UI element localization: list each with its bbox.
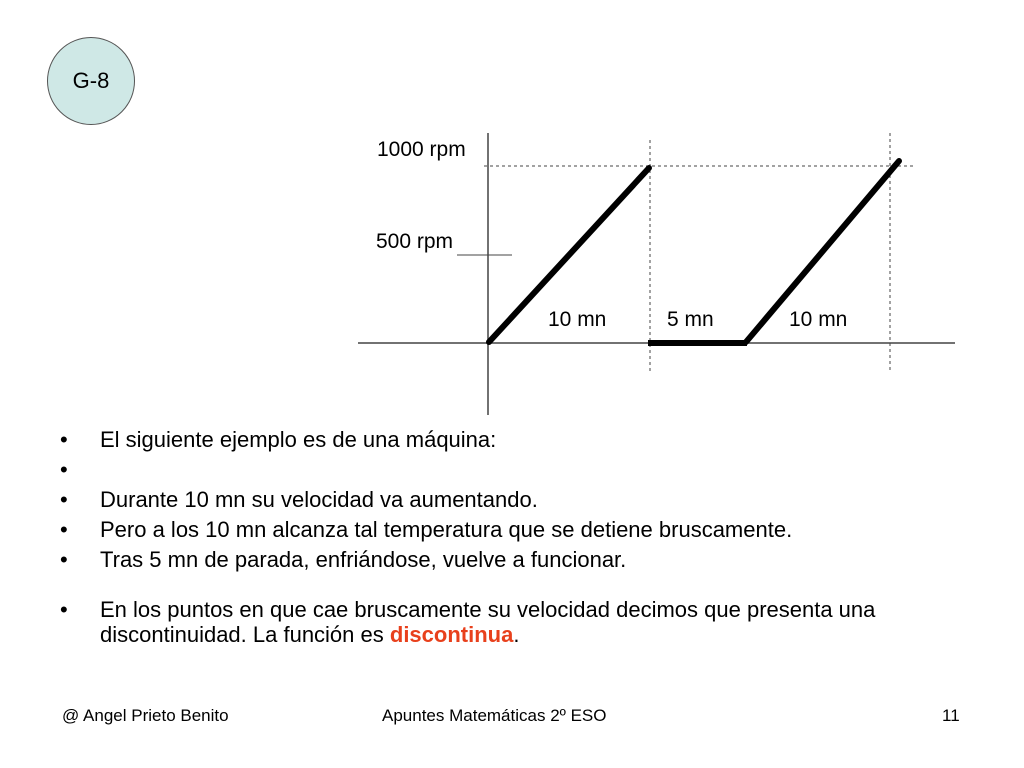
bullet-item <box>60 597 960 647</box>
footer-course: Apuntes Matemáticas 2º ESO <box>382 706 607 725</box>
x-label-stop: 5 mn <box>667 308 714 331</box>
bullet-text: En los puntos en que cae bruscamente su velocidad decimos que presenta una discontinuidad. La función es <box>100 597 876 647</box>
y-label-500: 500 rpm <box>376 230 454 253</box>
bullet-item <box>60 457 960 482</box>
y-label-1000: 1000 rpm <box>377 138 466 161</box>
highlight-word: discontinua <box>389 622 514 647</box>
badge-label: G-8 <box>72 68 110 93</box>
bullet-item: • Tras 5 mn de parada, enfriándose, vuelve a funcionar. <box>60 547 960 572</box>
footer-author: @ Angel Prieto Benito <box>62 706 229 725</box>
x-label-rise-2: 10 mn <box>789 308 848 331</box>
bullet-item: • El siguiente ejemplo es de una máquina: <box>60 427 960 452</box>
bullet-list <box>60 427 960 652</box>
bullet-item: • Pero a los 10 mn alcanza tal temperatura que se detiene bruscamente. <box>60 517 960 542</box>
bullet-suffix: . <box>513 622 520 647</box>
bullet-item: • Durante 10 mn su velocidad va aumentando. <box>60 487 960 512</box>
footer-page-number: 11 <box>942 706 960 725</box>
x-label-rise-1: 10 mn <box>548 308 607 331</box>
